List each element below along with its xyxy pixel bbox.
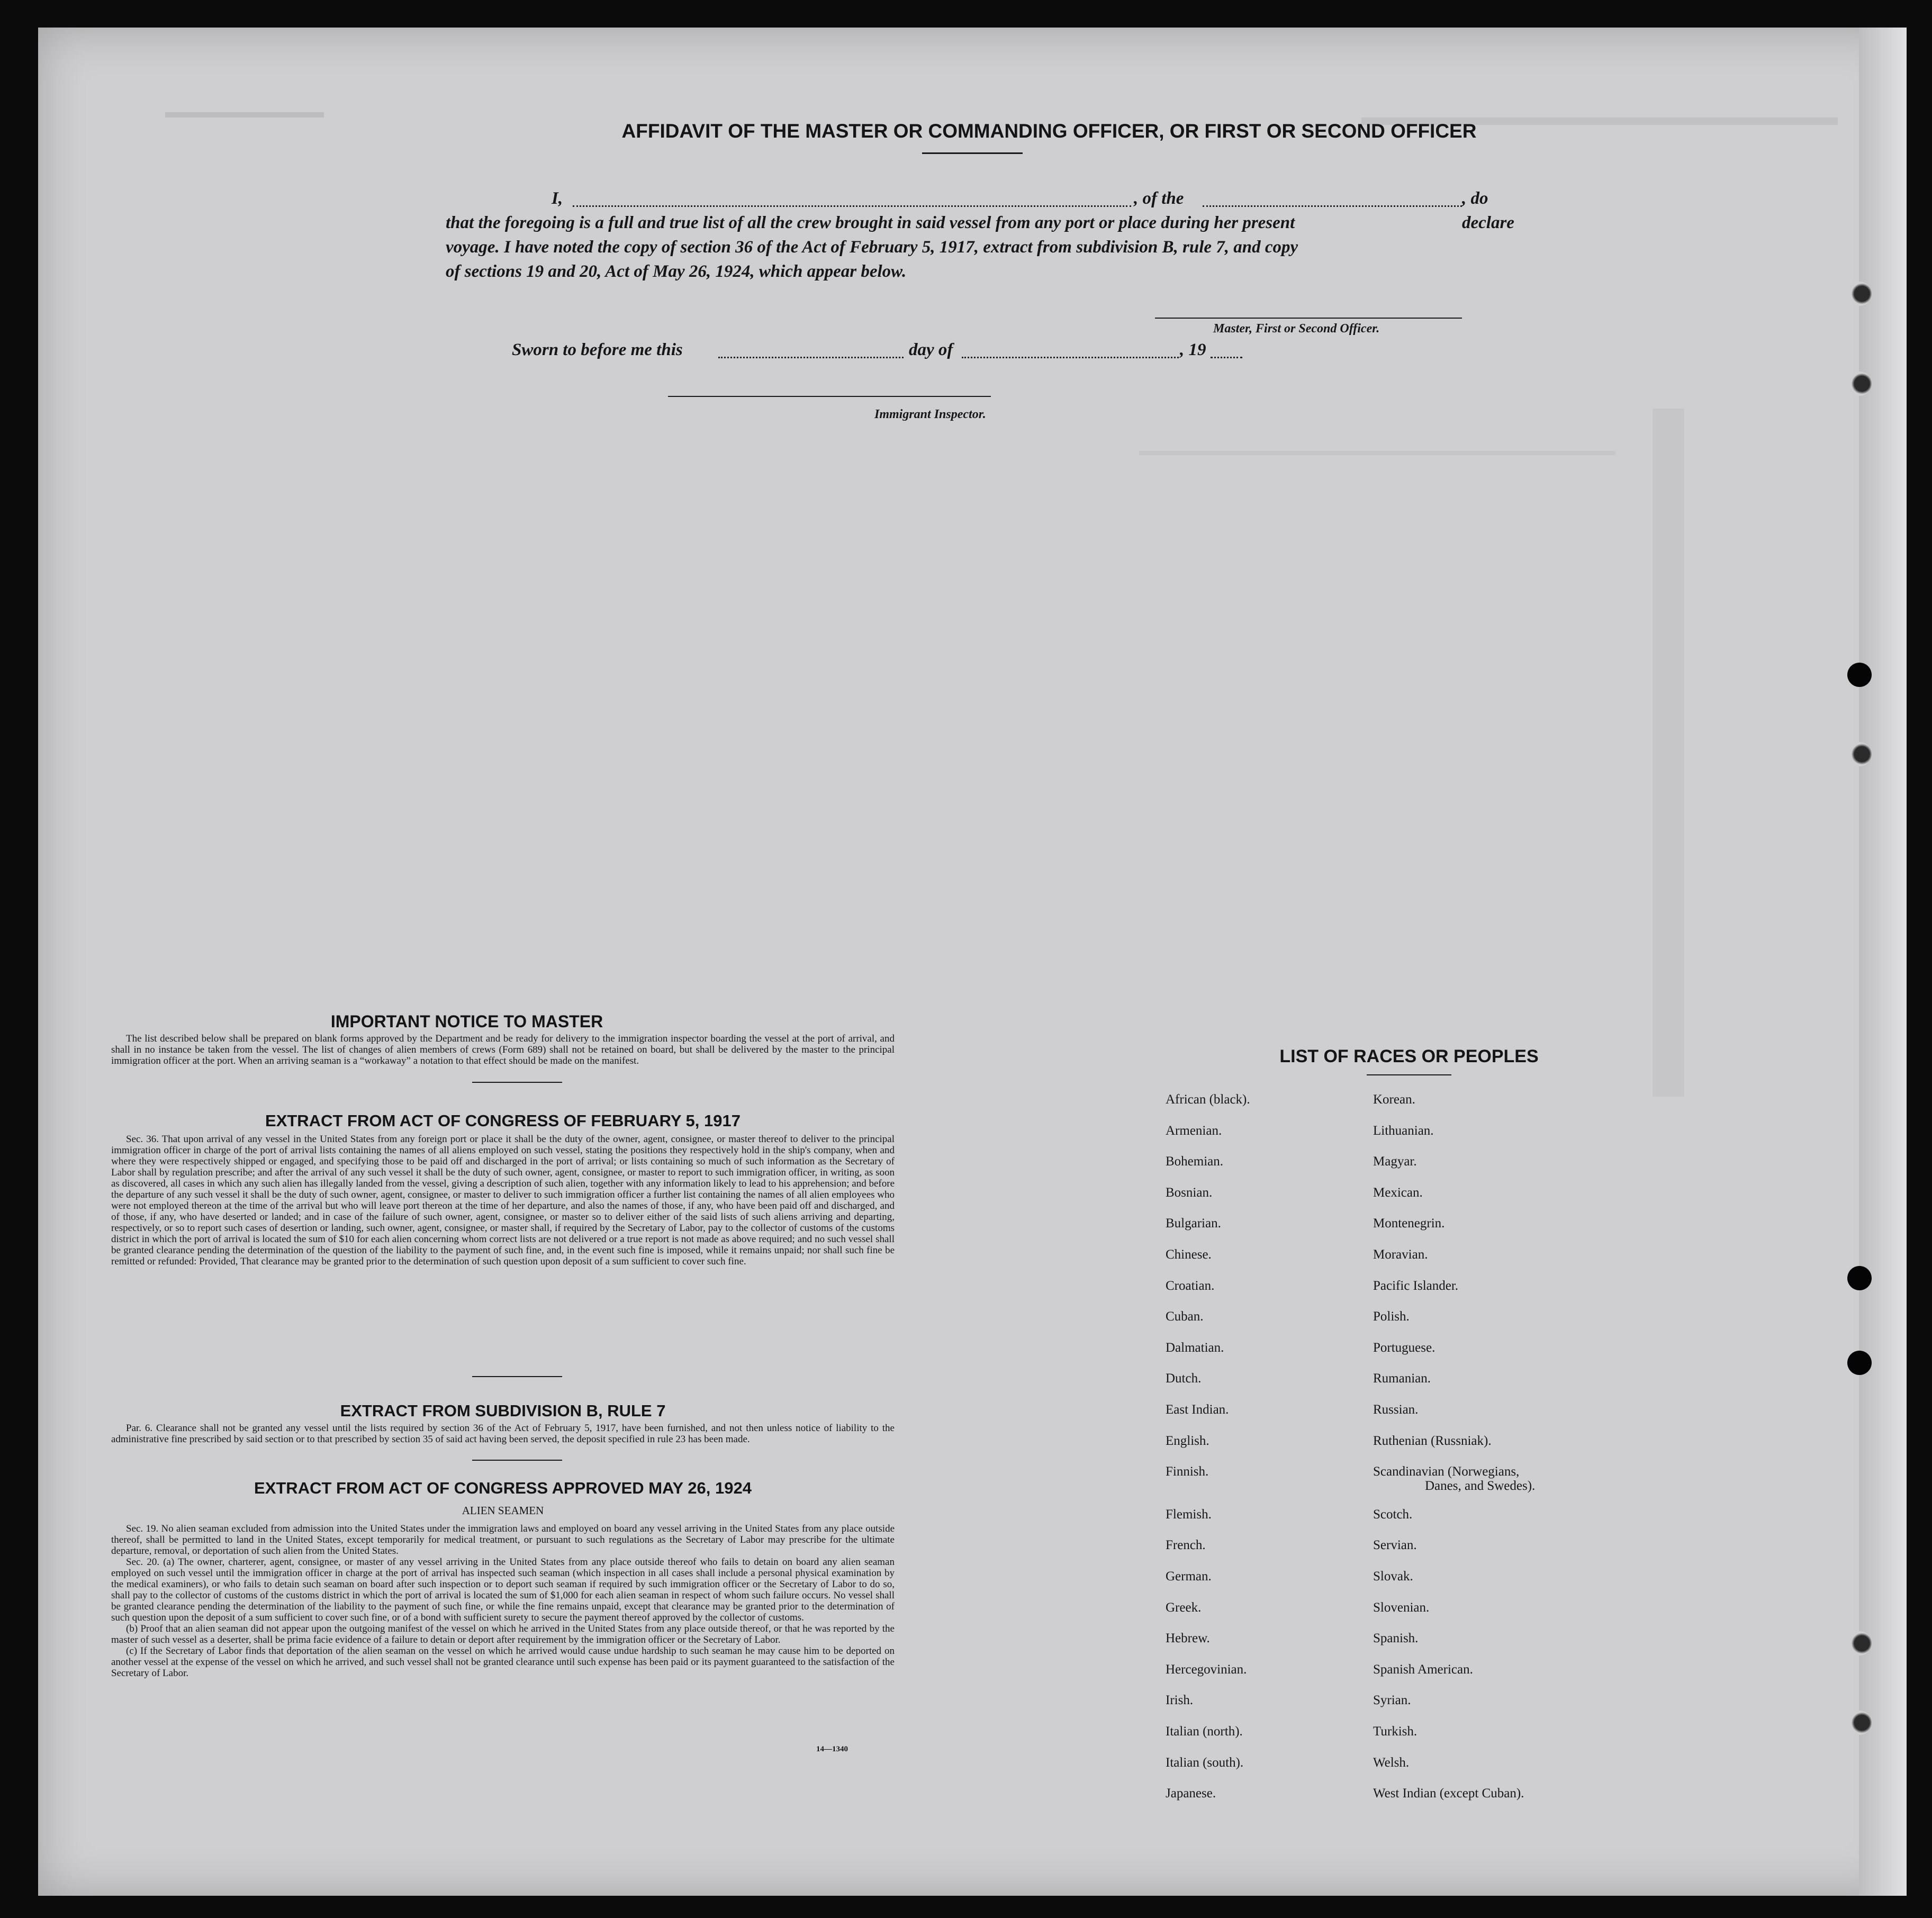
race-item: French. [1166, 1538, 1206, 1552]
race-item: Syrian. [1373, 1693, 1411, 1707]
document-page [38, 28, 1907, 1896]
punch-hole [1847, 282, 1872, 306]
punch-hole [1847, 1351, 1872, 1375]
notice-title: IMPORTANT NOTICE TO MASTER [330, 1012, 603, 1031]
race-item: Dutch. [1166, 1371, 1202, 1386]
punch-hole [1847, 742, 1872, 766]
inspector-label: Immigrant Inspector. [874, 408, 986, 421]
race-item: East Indian. [1166, 1403, 1229, 1417]
race-item: Pacific Islander. [1373, 1279, 1459, 1293]
extract-rule7-text [111, 1423, 895, 1445]
race-item: Mexican. [1373, 1186, 1423, 1200]
race-item: Italian (north). [1166, 1724, 1243, 1739]
title-underline [922, 152, 1023, 154]
race-item: Flemish. [1166, 1507, 1212, 1522]
extract-rule7-title: EXTRACT FROM SUBDIVISION B, RULE 7 [340, 1401, 666, 1420]
sworn-label: Sworn to before me this [512, 340, 683, 359]
race-item: West Indian (except Cuban). [1373, 1786, 1524, 1801]
race-item: Slovak. [1373, 1569, 1413, 1584]
race-continuation: Danes, and Swedes). [1425, 1479, 1536, 1493]
paragraph-6: Par. 6. Clearance shall not be granted any vessel until the lists required by section 36 of the Act of February 5, 1917, have been furnished, and not then unless notice of liability to the administrative fine prescribed by said section or to that prescribed by section 35 of said act having been served, the deposit specified in rule 23 has been made. [111, 1423, 895, 1445]
affidavit-line-2: that the foregoing is a full and true list of all the crew brought in said vessel from any port or place during her present [446, 213, 1295, 232]
sworn-year-field[interactable] [1211, 357, 1242, 358]
race-item: Hercegovinian. [1166, 1662, 1247, 1677]
master-signature-line[interactable] [1155, 318, 1462, 319]
race-item: Slovenian. [1373, 1600, 1430, 1615]
of-the-label: , of the [1134, 189, 1184, 208]
race-item: African (black). [1166, 1092, 1250, 1107]
i-label: I, [552, 189, 563, 208]
punch-hole [1847, 663, 1872, 687]
alien-seamen-subtitle: ALIEN SEAMEN [462, 1504, 544, 1517]
page-edge [1859, 28, 1907, 1896]
section-20c-paragraph: (c) If the Secretary of Labor finds that deportation of the alien seaman on the vessel on which he arrived would cause undue hardship to such seaman he may cause him to be deported on another vessel at the expense of the vessel on which he arrived, and such vessel shall not be granted clearance until such expense has been paid or its payment guaranteed to the satisfaction of the Secretary of Labor. [111, 1645, 895, 1679]
race-item: Lithuanian. [1373, 1124, 1434, 1138]
race-item: Russian. [1373, 1403, 1419, 1417]
extract-1924-text [111, 1523, 895, 1679]
affidavit-line-4: of sections 19 and 20, Act of May 26, 1924, which appear below. [446, 262, 907, 281]
race-item: Bosnian. [1166, 1186, 1213, 1200]
race-item: Cuban. [1166, 1309, 1204, 1324]
race-item: English. [1166, 1434, 1209, 1448]
sworn-day-field[interactable] [718, 357, 904, 358]
race-item: German. [1166, 1569, 1212, 1584]
race-item: Hebrew. [1166, 1631, 1210, 1645]
race-item: Finnish. [1166, 1464, 1209, 1479]
punch-hole [1847, 1711, 1872, 1735]
race-item: Korean. [1373, 1092, 1415, 1107]
section-20b-paragraph: (b) Proof that an alien seaman did not appear upon the outgoing manifest of the vessel on which he arrived in the United States from any place outside thereof, or that he was reported by the master of such vessel as a deserter, shall be prima facie evidence of a failure to detain or deport after requirement by the immigration officer or the Secretary of Labor. [111, 1623, 895, 1645]
affidavit-title: AFFIDAVIT OF THE MASTER OR COMMANDING OFFICER, OR FIRST OR SECOND OFFICER [621, 120, 1477, 142]
name-field[interactable] [573, 205, 1131, 207]
section-20a-paragraph: Sec. 20. (a) The owner, charterer, agent, consignee, or master of any vessel arriving in the United States from any place outside thereof who fails to detain on board any alien seaman employed on such vessel until the immigration officer in charge at the port of arrival has inspected such seaman (which inspection in all cases shall include a personal physical examination by the medical examiners), or who fails to detain such seaman on board after such inspection or to deport such seaman if required by such immigration officer or the Secretary of Labor to do so, shall pay to the collector of customs of the customs district in which the port of arrival is located the sum of $1,000 for each alien seaman in respect of whom such failure occurs. No vessel shall be granted clearance pending the determination of the liability to the payment of such fine, or while the fine remains unpaid, except that clearance may be granted prior to the determination of such question upon the deposit of a sum sufficient to cover such fine, or of a bond with sufficient surety to secure the payment thereof approved by the collector of customs. [111, 1557, 895, 1623]
year-label: , 19 [1180, 340, 1206, 359]
affidavit-line-3: voyage. I have noted the copy of section 36 of the Act of February 5, 1917, extract from subdivision B, rule 7, and copy [446, 238, 1298, 257]
vessel-field[interactable] [1203, 205, 1462, 207]
race-item: Bulgarian. [1166, 1216, 1221, 1231]
race-item: Portuguese. [1373, 1341, 1436, 1355]
race-item: Moravian. [1373, 1247, 1428, 1262]
race-item: Rumanian. [1373, 1371, 1431, 1386]
race-item: Spanish American. [1373, 1662, 1473, 1677]
punch-hole [1847, 1266, 1872, 1290]
master-signature-label: Master, First or Second Officer. [1213, 322, 1380, 336]
punch-hole [1847, 372, 1872, 396]
race-item: Bohemian. [1166, 1154, 1224, 1169]
race-item: Ruthenian (Russniak). [1373, 1434, 1492, 1448]
race-item: Scandinavian (Norwegians, [1373, 1464, 1520, 1479]
race-item: Scotch. [1373, 1507, 1413, 1522]
race-item: Irish. [1166, 1693, 1194, 1707]
races-title: LIST OF RACES OR PEOPLES [1279, 1046, 1539, 1066]
extract-1924-title: EXTRACT FROM ACT OF CONGRESS APPROVED MAY 26, 1924 [254, 1479, 752, 1497]
divider [472, 1460, 562, 1461]
race-item: Montenegrin. [1373, 1216, 1445, 1231]
race-item: Dalmatian. [1166, 1341, 1224, 1355]
extract-1917-title: EXTRACT FROM ACT OF CONGRESS OF FEBRUARY 5, 1917 [265, 1111, 741, 1130]
form-number: 14—1340 [816, 1745, 848, 1753]
race-item: Welsh. [1373, 1756, 1410, 1770]
sworn-month-field[interactable] [962, 357, 1179, 358]
notice-text [111, 1033, 895, 1066]
race-item: Polish. [1373, 1309, 1410, 1324]
day-of-label: day of [909, 340, 953, 359]
divider [472, 1082, 562, 1083]
race-item: Greek. [1166, 1600, 1202, 1615]
declare-label: , do declare [1462, 189, 1514, 232]
race-item: Croatian. [1166, 1279, 1215, 1293]
race-item: Spanish. [1373, 1631, 1419, 1645]
affidavit-declaration [446, 186, 1536, 284]
race-item: Turkish. [1373, 1724, 1418, 1739]
notice-paragraph: The list described below shall be prepared on blank forms approved by the Department and be ready for delivery to the immigration inspector boarding the vessel at the port of arrival, and shall in no instance be taken from the vessel. The list of changes of alien members of crews (Form 689) shall not be retained on board, but shall be delivered by the master to the principal immigration officer at the port. When an arriving seaman is a “workaway” a notation to that effect should be made on the manifest. [111, 1033, 895, 1066]
punch-hole [1847, 1631, 1872, 1655]
race-item: Servian. [1373, 1538, 1417, 1552]
divider [1367, 1074, 1451, 1075]
extract-1917-text [111, 1134, 895, 1267]
sworn-line [512, 338, 1274, 362]
race-item: Armenian. [1166, 1124, 1222, 1138]
race-item: Magyar. [1373, 1154, 1417, 1169]
race-item: Chinese. [1166, 1247, 1212, 1262]
inspector-signature-line[interactable] [668, 396, 991, 397]
section-36-paragraph: Sec. 36. That upon arrival of any vessel in the United States from any foreign port or place it shall be the duty of the owner, agent, consignee, or master thereof to deliver to the principal immigration officer in charge of the port of arrival lists containing the names of all aliens employed on such vessel, stating the positions they respectively hold in the ship's company, when and where they were respectively shipped or engaged, and specifying those to be paid off and discharged in the port of arrival; or lists containing so much of such information as the Secretary of Labor shall by regulation prescribe; and after the arrival of any such vessel it shall be the duty of such owner, agent, consignee, or master to report to such immigration officer, in writing, as soon as discovered, all cases in which any such alien has illegally landed from the vessel, giving a description of such alien, together with any information likely to lead to his apprehension; and before the departure of any such vessel it shall be the duty of such owner, agent, consignee, or master to deliver to such immigration officer a further list containing the names of all alien employees who were not employed thereon at the time of the arrival but who will leave port thereon at the time of her departure, and also the names of those, if any, who have been paid off and discharged, and of those, if any, who have deserted or landed; and in case of the failure of such owner, agent, consignee, or master so to deliver either of the said lists of such aliens arriving and departing, respectively, or so to report such cases of desertion or landing, such owner, agent, consignee, or master shall, if required by the Secretary of Labor, pay to the collector of customs of the customs district in which the port of arrival is located the sum of $10 for each alien concerning whom correct lists are not delivered or a true report is not made as above required; and no such vessel shall be granted clearance pending the determination of the question of the liability to the payment of such fine, and, in the event such fine is imposed, while it remains unpaid; nor shall such fine be remitted or refunded: Provided, That clearance may be granted prior to the determination of such question upon deposit of a sum sufficient to cover such fine. [111, 1134, 895, 1267]
race-item: Italian (south). [1166, 1756, 1244, 1770]
race-item: Japanese. [1166, 1786, 1216, 1801]
section-19-paragraph: Sec. 19. No alien seaman excluded from admission into the United States under the immigration laws and employed on board any vessel arriving in the United States from any place outside thereof, shall be permitted to land in the United States, except temporarily for medical treatment, or pursuant to such regulations as the Secretary of Labor may prescribe for the ultimate departure, removal, or deportation of such alien from the United States. [111, 1523, 895, 1557]
divider [472, 1376, 562, 1377]
